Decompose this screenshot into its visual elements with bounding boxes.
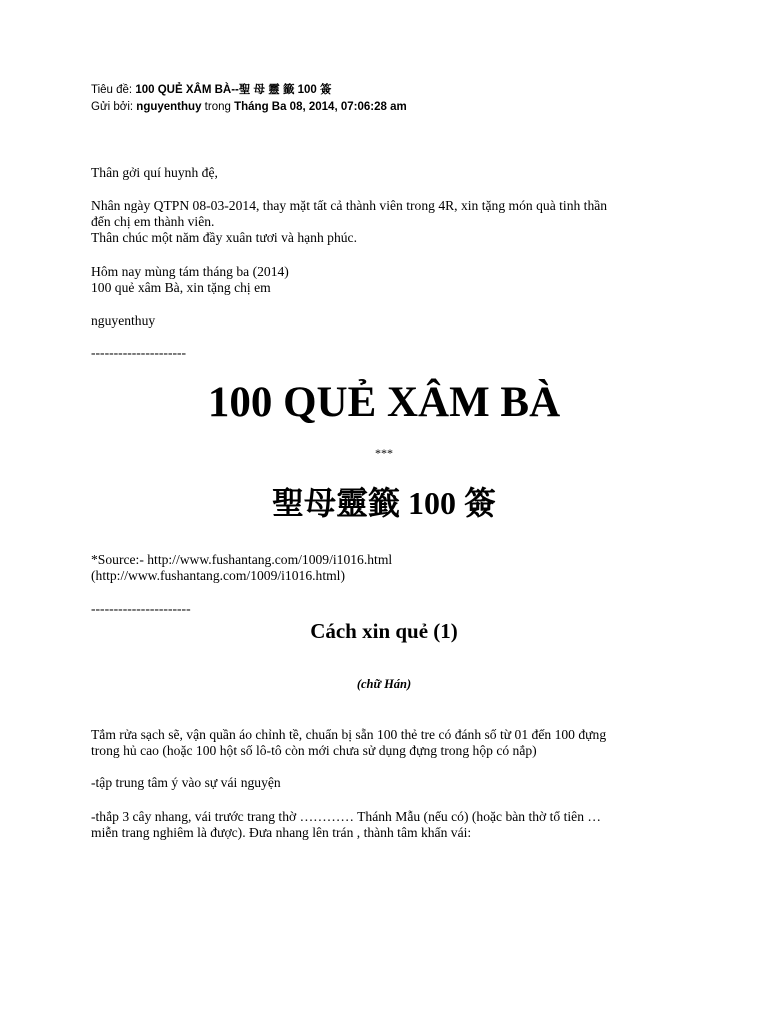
- paragraph-line: đến chị em thành viên.: [91, 214, 215, 229]
- paragraph-line: 100 quẻ xâm Bà, xin tặng chị em: [91, 280, 271, 295]
- paragraph-line: -thắp 3 cây nhang, vái trước trang thờ ………… Thánh Mẫu (nếu có) (hoặc bàn thờ tổ tiên …: [91, 809, 601, 824]
- chinese-title: 聖母靈籤 100 簽: [271, 485, 496, 521]
- source-line: (http://www.fushantang.com/1009/i1016.html): [91, 568, 345, 583]
- subject-line: [91, 81, 332, 97]
- separator-stars: ***: [375, 446, 393, 460]
- paragraph-line: trong hủ cao (hoặc 100 hột số lô-tô còn mới chưa sử dụng đựng trong hộp có nắp): [91, 743, 537, 758]
- subject-label: Tiêu đề:: [91, 84, 133, 96]
- source-line: *Source:- http://www.fushantang.com/1009/i1016.html: [91, 552, 393, 567]
- paragraph-line: -tập trung tâm ý vào sự vái nguyện: [91, 775, 281, 790]
- divider: ----------------------: [91, 601, 191, 616]
- subject-value: 100 QUẺ XÂM BÀ--聖 母 靈 籤 100 簽: [135, 84, 332, 96]
- main-title: 100 QUẺ XÂM BÀ: [207, 379, 561, 426]
- paragraph-line: Thân chúc một năm đầy xuân tươi và hạnh phúc.: [91, 230, 357, 245]
- sender-line: [91, 101, 407, 113]
- sender-mid: trong: [204, 101, 231, 113]
- sender-name: nguyenthuy: [136, 101, 202, 113]
- paragraph-line: miễn trang nghiêm là được). Đưa nhang lên trán , thành tâm khấn vái:: [91, 825, 472, 840]
- paragraph-line: Nhân ngày QTPN 08-03-2014, thay mặt tất cả thành viên trong 4R, xin tặng món quà tinh thần: [91, 198, 608, 213]
- divider: ---------------------: [91, 345, 187, 360]
- section-subheading: (chữ Hán): [356, 677, 412, 691]
- signature: nguyenthuy: [91, 313, 156, 328]
- sender-date: Tháng Ba 08, 2014, 07:06:28 am: [234, 101, 407, 113]
- sender-label: Gửi bởi:: [91, 101, 134, 113]
- paragraph-line: Hôm nay mùng tám tháng ba (2014): [91, 264, 289, 279]
- greeting: Thân gởi quí huynh đệ,: [91, 165, 218, 180]
- paragraph-line: Tắm rửa sạch sẽ, vận quần áo chỉnh tề, chuẩn bị sẵn 100 thẻ tre có đánh số từ 01 đến 100 đựng: [91, 727, 607, 742]
- section-heading: Cách xin quẻ (1): [310, 619, 458, 643]
